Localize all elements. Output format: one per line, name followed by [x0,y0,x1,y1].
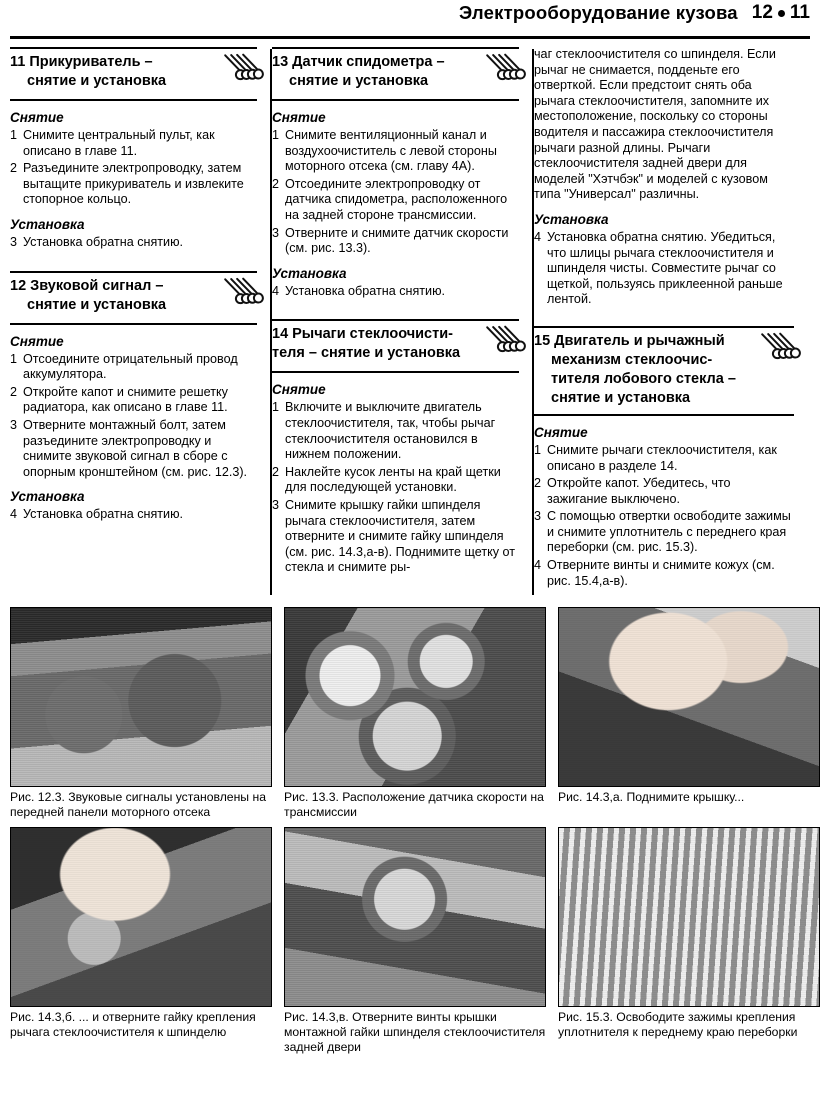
wrench-icon [759,331,794,372]
section-title-line2: снятие и установка [27,296,167,313]
step-number: 4 [10,507,18,522]
wrench-icon [484,325,519,366]
step-text: Отверните и снимите датчик скорости (см. рис. 13.3). [285,225,509,256]
section-rule-bottom [272,99,519,101]
section-heading [272,49,519,96]
step-text: Отверните винты и снимите кожух (см. рис. 15.4,а-в). [547,558,775,588]
section-title [10,53,166,91]
section-rule-bottom [10,323,257,325]
step-text: Установка обратна снятию. [23,234,184,249]
wrench-icon [484,52,519,93]
paragraph [272,128,519,175]
section-14-continued [534,47,794,308]
section-14 [272,319,519,576]
subheading: Установка [534,211,609,227]
paragraph [534,230,794,308]
figure-caption: Рис. 14.3,в. Отверните винты крышки монтажной гайки шпинделя стеклоочистителя задней двери [284,1010,546,1054]
figure-14-3v [284,827,546,1054]
step-number: 4 [534,558,542,573]
figure-image [558,827,820,1007]
step-text: Наклейте кусок ленты на край щетки для последующей установки. [285,464,501,495]
section-title-line2: снятие и установка [289,73,429,89]
figure-row-1 [10,607,810,819]
step-text: Откройте капот. Убедитесь, что зажигание выключено. [547,476,731,506]
section-title [272,325,460,363]
step-text: Разъедините электропроводку, затем вытащите прикуриватель и извлеките стопорное кольцо. [23,161,244,207]
subheading: Снятие [10,333,64,349]
section-rule-bottom [534,414,794,416]
section-13 [272,47,519,299]
step-text: Установка обратна снятию. [23,507,184,522]
paragraph [10,418,257,480]
step-text: Снимите вентиляционный канал и воздухоочиститель с левой стороны моторного отсека (см. главу 4А). [285,128,497,174]
column-3 [534,47,794,595]
step-text: Снимите центральный пульт, как описано в главе 11. [23,128,215,158]
section-heading [534,328,794,411]
figure-gallery [0,595,820,1068]
paragraph [10,128,257,159]
step-text: Отверните монтажный болт, затем разъедините электропроводку и снимите звуковой сигнал в сборе с опорным кронштейном (см. рис. 12.3). [23,417,248,479]
section-title [534,332,736,408]
section-heading [272,321,519,368]
page-header [0,0,820,34]
section-title [272,53,445,91]
paragraph [10,385,257,416]
step-text: Отсоедините электропроводку от датчика спидометра, расположенного на задней стороне трансмиссии. [285,176,508,222]
step-number: 1 [272,400,280,415]
step-text: Отсоедините отрицательный провод аккумулятора. [23,351,238,382]
section-number: 15 [534,332,551,349]
step-number: 2 [534,476,542,491]
paragraph [10,161,257,208]
wrench-icon [222,52,257,93]
figure-row-2 [10,827,810,1054]
step-number: 2 [272,176,280,191]
section-title-line4: снятие и установка [551,389,691,406]
separator-dot-icon [778,10,785,17]
subheading: Снятие [10,110,64,125]
section-number: 13 [272,54,289,70]
subheading: Установка [272,265,347,281]
figure-12-3 [10,607,272,819]
step-text: Установка обратна снятию. [285,283,446,298]
figure-caption: Рис. 14.3,б. ... и отверните гайку крепления рычага стеклоочистителя к шпинделю [10,1010,256,1040]
figure-13-3 [284,607,546,819]
figure-14-3b [10,827,272,1054]
section-heading [10,273,257,320]
column-2 [272,47,532,595]
step-number: 1 [534,442,542,457]
section-title-line1: Прикуриватель – [29,54,153,70]
section-title-line2: снятие и установка [27,73,167,89]
section-title-line2: теля – снятие и установка [272,345,461,362]
section-title [10,277,166,315]
figure-14-3a [558,607,820,819]
figure-caption: Рис. 14.3,а. Поднимите крышку... [558,790,745,805]
section-rule-bottom [10,99,257,101]
step-number: 3 [272,497,280,512]
step-text: Установка обратна снятию. Убедиться, что шлицы рычага стеклоочистителя и шпинделя чисты. Совместите рычаг со щеткой, пользуясь приклеенной раньше лентой. [547,229,783,307]
section-number: 12 [10,277,27,294]
column-1 [10,47,270,595]
content-columns [0,39,820,595]
subheading: Установка [10,489,85,505]
paragraph [534,443,794,474]
section-15 [534,326,794,589]
figure-caption: Рис. 13.3. Расположение датчика скорости на трансмиссии [284,790,544,819]
section-title-line1: Двигатель и рычажный [554,332,725,349]
step-number: 2 [10,384,18,399]
figure-image [10,607,272,787]
subheading: Установка [10,216,85,232]
paragraph [272,177,519,224]
page-number [752,0,810,26]
paragraph [534,476,794,507]
subheading: Снятие [272,382,326,398]
section-heading [10,49,257,96]
figure-caption: Рис. 15.3. Освободите зажимы крепления уплотнителя к переднему краю переборки [558,1010,798,1040]
subheading: Снятие [534,424,588,440]
page-title: Электрооборудование кузова [459,2,738,23]
step-number: 3 [10,234,18,249]
chapter-number: 12 [751,2,773,23]
wrench-icon [222,276,257,317]
subheading: Снятие [272,110,326,125]
step-number: 1 [272,128,280,142]
figure-image [558,607,820,787]
figure-image [10,827,272,1007]
step-text: Включите и выключите двигатель стеклоочистителя, так, чтобы рычаг стеклоочистителя остановился в нижнем положении. [285,400,496,462]
figure-image [284,827,546,1007]
paragraph [272,465,519,496]
section-title-line1: Датчик спидометра – [292,54,445,70]
page-number-value: 11 [789,2,810,23]
step-number: 1 [10,351,18,366]
step-number: 3 [272,225,280,240]
step-text: Откройте капот и снимите решетку радиатора, как описано в главе 11. [23,384,228,415]
section-rule-bottom [272,371,519,373]
step-text: С помощью отвертки освободите зажимы и снимите уплотнитель с переднего края переборки (см. рис. 15.3). [547,509,791,555]
paragraph [10,235,257,251]
step-number: 2 [272,464,280,479]
step-number: 3 [534,509,542,524]
paragraph [534,509,794,556]
paragraph [10,507,257,523]
step-text: Снимите рычаги стеклоочистителя, как описано в разделе 14. [547,442,777,473]
section-title-line1: Звуковой сигнал – [30,277,164,294]
step-number: 4 [534,229,542,244]
figure-caption: Рис. 12.3. Звуковые сигналы установлены на передней панели моторного отсека [10,790,266,819]
section-11 [10,47,257,251]
section-title-line1: Рычаги стеклоочисти- [292,326,453,343]
paragraph [272,498,519,576]
section-number: 14 [272,326,289,343]
step-number: 3 [10,417,18,432]
figure-image [284,607,546,787]
figure-15-3 [558,827,820,1054]
step-number: 1 [10,128,18,142]
paragraph [10,352,257,383]
section-title-line3: тителя лобового стекла – [551,370,736,387]
section-12 [10,271,257,523]
paragraph-continuation: чаг стеклоочистителя со шпинделя. Если рычаг не снимается, подденьте его отверткой. Если предстоит снять оба рычага стеклоочистителя, запомните их местоположение, поскольку со стороны водителя и пассажира стеклоочистителя рычаги разной длины. Рычаги стеклоочистителя задней двери для моделей "Хэтчбэк" и моделей с кузовом типа "Универсал" различны. [534,47,776,202]
step-number: 4 [272,283,280,298]
section-title-line2: механизм стеклоочис- [551,351,713,368]
paragraph [272,400,519,462]
paragraph [534,558,794,589]
section-number: 11 [10,54,26,70]
step-text: Снимите крышку гайки шпинделя рычага стеклоочистителя, затем отверните и снимите гайку шпинделя (см. рис. 14.3,а-в). Поднимите щетку от стекла и снимите ры- [285,497,516,575]
paragraph [272,284,519,300]
paragraph [272,226,519,257]
step-number: 2 [10,161,18,176]
